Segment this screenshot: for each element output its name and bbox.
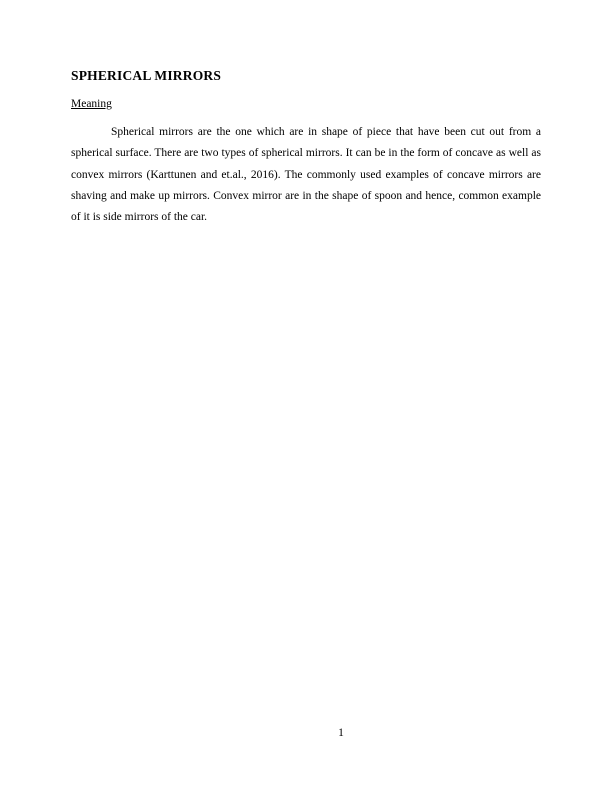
document-content xyxy=(71,68,541,228)
body-paragraph: Spherical mirrors are the one which are in shape of piece that have been cut out from a spherical surface. There are two types of spherical mirrors. It can be in the form of concave as well as convex mirrors (Karttunen and et.al., 2016). The commonly used examples of concave mirrors are shaving and make up mirrors. Convex mirror are in the shape of spoon and hence, common example of it is side mirrors of the car. xyxy=(71,125,541,224)
page-number: 1 xyxy=(338,727,344,739)
section-heading-meaning: Meaning xyxy=(71,98,112,111)
page-title: SPHERICAL MIRRORS xyxy=(71,68,222,83)
